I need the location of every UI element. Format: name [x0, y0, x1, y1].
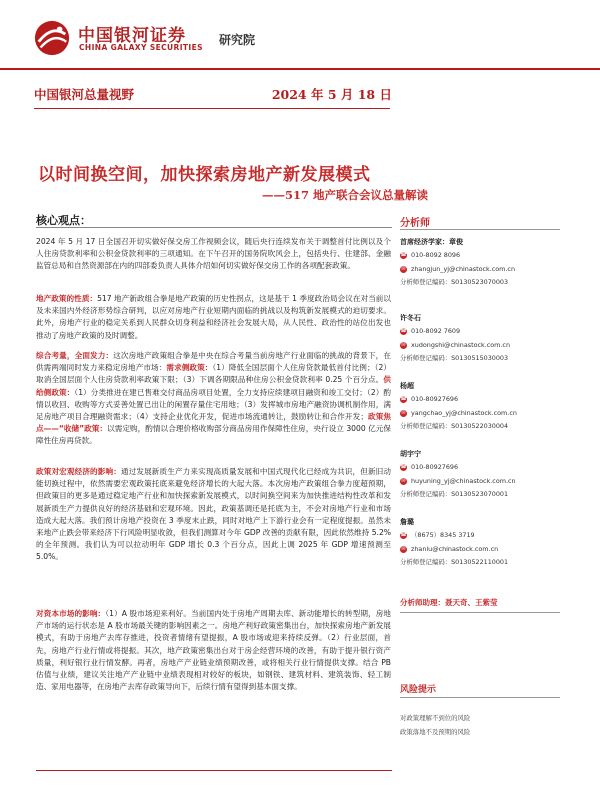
analyst-name: 胡宇宁: [400, 450, 421, 458]
brand-name-en: CHINA GALAXY SECURITIES: [79, 43, 203, 52]
analyst-email[interactable]: zhangjun_yj@chinastock.com.cn: [411, 264, 515, 273]
analyst-card: [400, 380, 570, 433]
analyst-email[interactable]: xudongshi@chinastock.com.cn: [411, 340, 510, 349]
analyst-email[interactable]: huyuning_yj@chinastock.com.cn: [411, 476, 516, 485]
institute-label: 研究院: [219, 33, 256, 47]
email-icon: ✉: [401, 409, 406, 416]
core-divider: [36, 227, 392, 228]
report-date: 2024 年 5 月 18 日: [271, 87, 392, 102]
phone-icon: ☎: [400, 328, 407, 335]
email-icon: ✉: [401, 477, 406, 484]
analyst-card: [400, 312, 570, 365]
header-divider: [0, 68, 600, 70]
analysts-heading: 分析师: [400, 218, 430, 229]
analyst-cert: 分析师登记编码：S0130522030004: [400, 421, 509, 430]
risk-heading: 风险提示: [400, 685, 437, 695]
email-icon: ✉: [401, 545, 406, 552]
macro-impact-paragraph: 政策对宏观经济的影响：通过发展新质生产力来实现高质量发展和中国式现代化已经成为共识，但新旧动能切换过程中，依然需要宏观政策托底来避免经济增长的大起大落。本次房地产政策组合拳力度超预期，但政策目的更多是通过稳定地产行业和加快探索新发展模式，以时间换空间来为加快推进结构性改革和发展新质生产力提供良好的经济基础和宏观环境。因此，政策基调还是托底为主，不会对房地产行业和市场造成大起大落。我们预计房地产投资在 3 季度末止跌，同时对地产上下游行业会有一定程度提振。虽然未来地产止跌会带来经济下行风险明显收敛，但我们测算对今年 GDP 改善的贡献有限，因此依然维持 5.2%的全年预测。我们认为可以拉动明年 GDP 增长 0.3 个百分点，因此上调 2025 年 GDP 增速预测至 5.0%。: [36, 467, 391, 562]
analyst-email[interactable]: yangchao_yj@chinastock.com.cn: [411, 408, 517, 417]
analyst-card: [400, 516, 570, 569]
analyst-phone: 010-8092 7609: [411, 327, 461, 336]
galaxy-logo-icon: [33, 19, 71, 57]
analyst-cert: 分析师登记编码：S0130523070001: [400, 489, 509, 498]
footer-divider: [36, 770, 392, 771]
analyst-name: 首席经济学家：章俊: [400, 238, 463, 246]
analyst-card: [400, 448, 570, 501]
phone-icon: ☎: [400, 252, 407, 259]
report-subtitle: ——517 地产联合会议总量解读: [262, 188, 429, 202]
email-icon: ✉: [401, 341, 406, 348]
policy-nature-paragraph: 地产政策的性质：517 地产新政组合拳是地产政策的历史性拐点，这是基于 1 季度政治局会议在对当前以及未来国内外经济形势综合研判，以应对房地产行业短期内面临的挑战以及构筑新发展模式的迫切要求。此外，房地产行业的稳定关系到人民群众切身利益和经济社会发展大局，从人民性、政治性的站位出发也推动了房地产政策的及时调整。: [36, 294, 391, 340]
analyst-phone: （8675）8345 3719: [411, 531, 475, 540]
risk-item: 对政策理解不到位的风险: [400, 714, 471, 722]
analyst-email[interactable]: zhanlu@chinastock.com.cn: [411, 544, 499, 553]
brand-name: 中国银河证券: [78, 26, 186, 46]
analyst-name: 许冬石: [400, 314, 421, 322]
report-title: 以时间换空间，加快探索房地产新发展模式: [38, 165, 371, 185]
analyst-name: 杨超: [400, 382, 414, 390]
core-heading: 核心观点：: [36, 214, 91, 227]
supply-demand-paragraph: 综合考量，全面发力：这次房地产政策组合拳是中央在综合考量当前房地产行业面临的挑战的背景下，在供需两端同时发力来稳定房地产市场：需求侧政策：（1）降低全国层面个人住房贷款最低首付比例；（2）取消全国层面个人住房贷款利率政策下限；（3）下调各期限品种住房公积金贷款利率 0.25 个百分点。供给侧政策：（1）分类推进在建已售难交付商品房项目处置，全力支持应续建项目融资和竣工交付；（2）酌情以收回、收购等方式妥善处置已出让的闲置存量住宅用地；（3）发挥城市房地产融资协调机制作用，满足房地产项目合理融资需求；（4）支持企业优化开发，促进市场流通转让，鼓励转让和合作开发；政策焦点——“收储”政策：以需定购，酌情以合理价格收购部分商品房用作保障性住房，央行设立 3000 亿元保障性住房再贷款。: [36, 351, 392, 446]
phone-icon: ☎: [400, 532, 407, 539]
report-series: 中国银河总量视野: [34, 87, 135, 102]
analyst-phone: 010-8092 8096: [411, 251, 461, 260]
risk-divider: [400, 697, 560, 698]
intro-paragraph: 2024 年 5 月 17 日全国召开切实做好保交房工作视频会议，随后央行连续发布关于调整首付比例以及个人住房贷款利率和公积金贷款利率的三项通知。在下午召开的国务院吹风会上，包括央行、住建部、金融监管总局和自然资源部在内的四部委负责人具体介绍如何切实做好保交房工作的各项配套政策。: [36, 237, 391, 271]
analyst-phone: 010-80927696: [411, 463, 459, 472]
phone-icon: ☎: [400, 396, 407, 403]
email-icon: ✉: [401, 265, 406, 272]
analyst-cert: 分析师登记编码：S0130515030003: [400, 353, 509, 362]
analyst-name: 詹璐: [400, 518, 414, 526]
assistants-label: 分析师助理：聂天奇、王紫莹: [400, 598, 498, 607]
assistants-divider: [400, 612, 560, 613]
series-divider: [34, 108, 390, 109]
analyst-cert: 分析师登记编码：S0130523070003: [400, 277, 509, 286]
analysts-divider: [400, 229, 560, 230]
capital-market-paragraph: 对资本市场的影响：（1）A 股市场迎来利好。当前国内处于房地产周期去库、新动能增长的转型期，房地产市场的运行状态是 A 股市场最关键的影响因素之一。房地产利好政策密集出台，加快探索房地产新发展模式，有助于房地产去库存推进，投资者情绪有望提振，A 股市场或迎来持续反弹。（2）行业层面，首先，房地产行业行情或将提振。其次，地产政策密集出台对于房企经营环境的改善，有助于提升银行资产质量，利好银行业行情发酵。再者，房地产产业链业绩预期改善，或将相关行业行情提供支撑。结合 PB 估值与业绩，建议关注地产产业链中业绩表现相对较好的板块，如钢铁、建筑材料、建筑装饰、轻工制造、家用电器等，在房地产去库存政策导向下，后续行情有望得到基本面支撑。: [36, 609, 392, 692]
risk-item: 政策落地不及预期的风险: [400, 728, 471, 736]
analyst-phone: 010-80927696: [411, 395, 459, 404]
analyst-card: [400, 236, 570, 289]
phone-icon: ☎: [400, 464, 407, 471]
analyst-cert: 分析师登记编码：S0130522110001: [400, 557, 509, 566]
